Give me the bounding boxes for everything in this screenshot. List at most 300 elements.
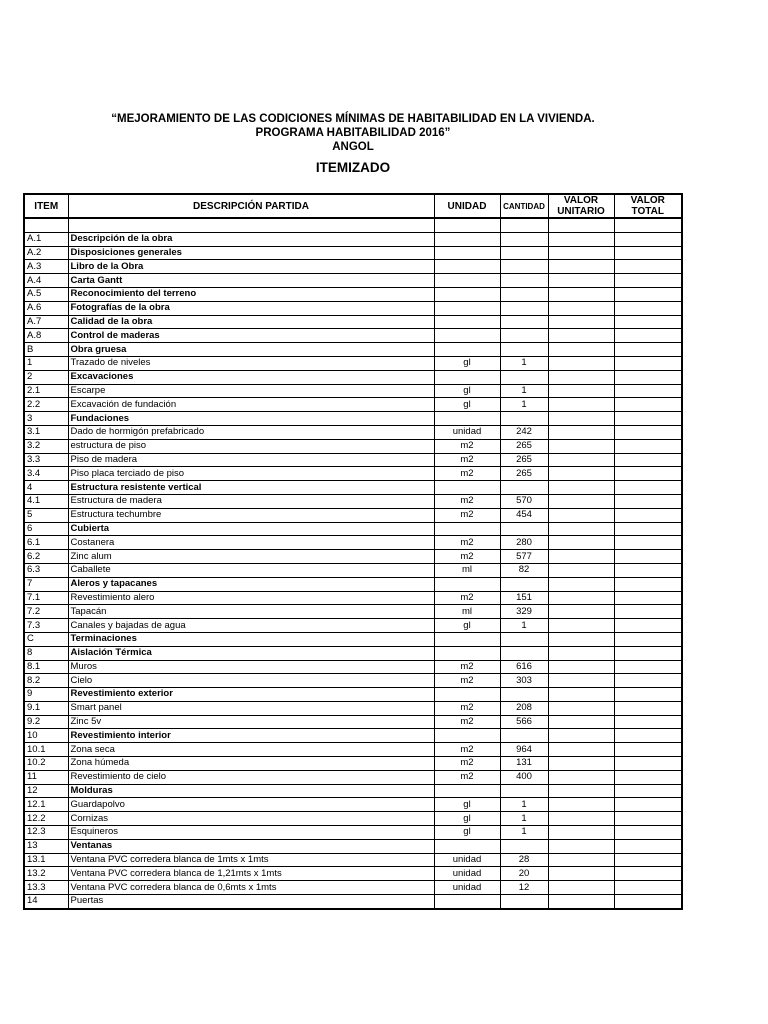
unit-value-cell [548, 384, 614, 398]
table-row [24, 701, 682, 715]
unit-value-cell [548, 412, 614, 426]
description-cell: Piso de madera [68, 453, 434, 467]
table-row [24, 853, 682, 867]
item-cell: B [24, 343, 68, 357]
total-value-cell [614, 384, 682, 398]
quantity-cell [500, 301, 548, 315]
total-value-cell [614, 218, 682, 232]
unit-cell: m2 [434, 701, 500, 715]
total-value-cell [614, 881, 682, 895]
unit-cell: unidad [434, 867, 500, 881]
unit-cell [434, 481, 500, 495]
quantity-cell: 265 [500, 453, 548, 467]
total-value-cell [614, 494, 682, 508]
table-row [24, 232, 682, 246]
item-cell: 7.2 [24, 605, 68, 619]
item-cell: 6.1 [24, 536, 68, 550]
unit-value-cell [548, 591, 614, 605]
total-value-cell [614, 522, 682, 536]
unit-value-cell [548, 232, 614, 246]
total-value-cell [614, 646, 682, 660]
table-row [24, 743, 682, 757]
unit-value-cell [548, 315, 614, 329]
unit-value-cell [548, 246, 614, 260]
item-cell: 13.2 [24, 867, 68, 881]
item-cell: A.5 [24, 287, 68, 301]
unit-cell: gl [434, 384, 500, 398]
total-value-cell [614, 232, 682, 246]
description-cell: Disposiciones generales [68, 246, 434, 260]
total-value-cell [614, 674, 682, 688]
total-value-cell [614, 605, 682, 619]
quantity-cell [500, 729, 548, 743]
column-header-unit: UNIDAD [434, 194, 500, 218]
unit-cell: m2 [434, 660, 500, 674]
description-cell: Revestimiento exterior [68, 688, 434, 702]
unit-value-cell [548, 494, 614, 508]
table-row [24, 481, 682, 495]
table-row [24, 246, 682, 260]
total-value-cell [614, 508, 682, 522]
description-cell: Esquineros [68, 826, 434, 840]
quantity-cell [500, 343, 548, 357]
quantity-cell [500, 287, 548, 301]
description-cell: Molduras [68, 784, 434, 798]
quantity-cell: 303 [500, 674, 548, 688]
unit-cell [434, 329, 500, 343]
quantity-cell: 280 [500, 536, 548, 550]
unit-value-cell [548, 370, 614, 384]
unit-cell [434, 839, 500, 853]
unit-value-cell [548, 660, 614, 674]
item-cell: 7 [24, 577, 68, 591]
description-cell: Puertas [68, 895, 434, 909]
unit-value-cell [548, 343, 614, 357]
total-value-cell [614, 563, 682, 577]
quantity-cell: 616 [500, 660, 548, 674]
item-cell: 2.1 [24, 384, 68, 398]
description-cell: Ventana PVC corredera blanca de 0,6mts x 1mts [68, 881, 434, 895]
quantity-cell: 1 [500, 398, 548, 412]
table-row [24, 398, 682, 412]
quantity-cell [500, 839, 548, 853]
unit-value-cell [548, 770, 614, 784]
item-cell: 13.1 [24, 853, 68, 867]
item-cell: 14 [24, 895, 68, 909]
item-cell: 13.3 [24, 881, 68, 895]
unit-value-cell [548, 329, 614, 343]
unit-value-cell [548, 356, 614, 370]
unit-value-cell [548, 853, 614, 867]
unit-cell [434, 784, 500, 798]
description-cell: Zinc 5v [68, 715, 434, 729]
description-cell: Reconocimiento del terreno [68, 287, 434, 301]
table-row [24, 494, 682, 508]
quantity-cell: 1 [500, 812, 548, 826]
total-value-cell [614, 632, 682, 646]
description-cell: Fotografías de la obra [68, 301, 434, 315]
unit-cell: m2 [434, 536, 500, 550]
total-value-cell [614, 826, 682, 840]
unit-value-cell [548, 674, 614, 688]
item-cell: 4 [24, 481, 68, 495]
table-row [24, 508, 682, 522]
description-cell: Fundaciones [68, 412, 434, 426]
unit-cell [434, 274, 500, 288]
unit-cell [434, 232, 500, 246]
description-cell: Carta Gantt [68, 274, 434, 288]
quantity-cell: 242 [500, 425, 548, 439]
item-cell: C [24, 632, 68, 646]
quantity-cell [500, 646, 548, 660]
total-value-cell [614, 398, 682, 412]
unit-value-cell [548, 715, 614, 729]
quantity-cell: 1 [500, 798, 548, 812]
unit-cell: gl [434, 826, 500, 840]
table-row [24, 412, 682, 426]
unit-value-cell [548, 826, 614, 840]
quantity-cell [500, 688, 548, 702]
project-title-line-2: PROGRAMA HABITABILIDAD 2016” [255, 127, 451, 139]
total-value-cell [614, 439, 682, 453]
description-cell: Obra gruesa [68, 343, 434, 357]
total-value-cell [614, 798, 682, 812]
table-row [24, 563, 682, 577]
item-cell: 7.1 [24, 591, 68, 605]
table-row [24, 798, 682, 812]
total-value-cell [614, 619, 682, 633]
quantity-cell [500, 895, 548, 909]
unit-cell: m2 [434, 439, 500, 453]
total-value-cell [614, 867, 682, 881]
unit-cell [434, 260, 500, 274]
unit-value-cell [548, 563, 614, 577]
item-cell: 8.2 [24, 674, 68, 688]
description-cell: Canales y bajadas de agua [68, 619, 434, 633]
description-cell: Cielo [68, 674, 434, 688]
description-cell: Guardapolvo [68, 798, 434, 812]
total-value-cell [614, 839, 682, 853]
table-row [24, 646, 682, 660]
table-row [24, 287, 682, 301]
quantity-cell: 566 [500, 715, 548, 729]
quantity-cell [500, 329, 548, 343]
description-cell: Zona húmeda [68, 757, 434, 771]
description-cell: Cubierta [68, 522, 434, 536]
description-cell: Ventana PVC corredera blanca de 1,21mts x 1mts [68, 867, 434, 881]
unit-cell [434, 522, 500, 536]
item-cell: A.1 [24, 232, 68, 246]
quantity-cell: 577 [500, 550, 548, 564]
unit-cell: m2 [434, 715, 500, 729]
description-cell: Excavación de fundación [68, 398, 434, 412]
quantity-cell [500, 522, 548, 536]
page-title: ITEMIZADO [315, 160, 391, 175]
quantity-cell: 570 [500, 494, 548, 508]
unit-value-cell [548, 522, 614, 536]
unit-cell: gl [434, 398, 500, 412]
item-cell: 3.3 [24, 453, 68, 467]
unit-cell [434, 577, 500, 591]
unit-value-cell [548, 784, 614, 798]
quantity-cell: 1 [500, 619, 548, 633]
quantity-cell [500, 481, 548, 495]
unit-value-cell [548, 619, 614, 633]
total-value-cell [614, 895, 682, 909]
item-cell: 12.2 [24, 812, 68, 826]
item-cell: 9 [24, 688, 68, 702]
quantity-cell: 964 [500, 743, 548, 757]
unit-value-cell [548, 398, 614, 412]
table-row [24, 260, 682, 274]
quantity-cell: 28 [500, 853, 548, 867]
quantity-cell: 329 [500, 605, 548, 619]
unit-cell [434, 370, 500, 384]
description-cell [68, 218, 434, 232]
unit-cell: m2 [434, 591, 500, 605]
table-row [24, 784, 682, 798]
quantity-cell [500, 370, 548, 384]
quantity-cell: 131 [500, 757, 548, 771]
unit-value-cell [548, 425, 614, 439]
unit-value-cell [548, 688, 614, 702]
unit-value-cell [548, 467, 614, 481]
total-value-cell [614, 370, 682, 384]
table-row [24, 274, 682, 288]
column-header-unit-value: VALOR UNITARIO [548, 194, 614, 218]
unit-value-cell [548, 536, 614, 550]
table-row [24, 688, 682, 702]
item-cell: 8 [24, 646, 68, 660]
total-value-cell [614, 453, 682, 467]
quantity-cell [500, 577, 548, 591]
unit-value-cell [548, 605, 614, 619]
unit-value-cell [548, 701, 614, 715]
quantity-cell: 1 [500, 826, 548, 840]
item-cell: A.7 [24, 315, 68, 329]
total-value-cell [614, 287, 682, 301]
total-value-cell [614, 467, 682, 481]
table-row [24, 370, 682, 384]
unit-value-cell [548, 481, 614, 495]
total-value-cell [614, 412, 682, 426]
quantity-cell [500, 274, 548, 288]
table-row [24, 315, 682, 329]
total-value-cell [614, 481, 682, 495]
item-cell: A.8 [24, 329, 68, 343]
unit-cell: m2 [434, 743, 500, 757]
unit-cell: m2 [434, 550, 500, 564]
item-cell: 10.1 [24, 743, 68, 757]
description-cell: Calidad de la obra [68, 315, 434, 329]
table-row [24, 218, 682, 232]
unit-cell [434, 343, 500, 357]
unit-cell [434, 218, 500, 232]
quantity-cell: 12 [500, 881, 548, 895]
unit-value-cell [548, 867, 614, 881]
quantity-cell: 400 [500, 770, 548, 784]
item-cell: 11 [24, 770, 68, 784]
table-row [24, 839, 682, 853]
unit-cell [434, 646, 500, 660]
total-value-cell [614, 356, 682, 370]
item-cell: A.6 [24, 301, 68, 315]
description-cell: Cornizas [68, 812, 434, 826]
total-value-cell [614, 757, 682, 771]
total-value-cell [614, 425, 682, 439]
total-value-cell [614, 784, 682, 798]
description-cell: Estructura de madera [68, 494, 434, 508]
table-row [24, 867, 682, 881]
total-value-cell [614, 577, 682, 591]
unit-cell [434, 246, 500, 260]
unit-value-cell [548, 274, 614, 288]
table-row [24, 536, 682, 550]
description-cell: Tapacán [68, 605, 434, 619]
table-header-row [24, 194, 682, 218]
item-cell: 3 [24, 412, 68, 426]
project-title-line-1: “MEJORAMIENTO DE LAS CODICIONES MÍNIMAS DE HABITABILIDAD EN LA VIVIENDA. [111, 113, 595, 125]
project-location: ANGOL [332, 141, 374, 153]
table-row [24, 632, 682, 646]
total-value-cell [614, 343, 682, 357]
document-header [0, 112, 706, 175]
item-cell: A.3 [24, 260, 68, 274]
total-value-cell [614, 329, 682, 343]
unit-cell: ml [434, 605, 500, 619]
itemized-table [23, 193, 683, 910]
table-row [24, 812, 682, 826]
unit-value-cell [548, 646, 614, 660]
table-row [24, 356, 682, 370]
unit-cell: m2 [434, 494, 500, 508]
unit-cell [434, 315, 500, 329]
table-row [24, 343, 682, 357]
unit-cell: m2 [434, 757, 500, 771]
table-row [24, 467, 682, 481]
table-row [24, 577, 682, 591]
unit-cell: ml [434, 563, 500, 577]
description-cell: Trazado de niveles [68, 356, 434, 370]
description-cell: Zinc alum [68, 550, 434, 564]
description-cell: Estructura resistente vertical [68, 481, 434, 495]
item-cell: 8.1 [24, 660, 68, 674]
description-cell: Excavaciones [68, 370, 434, 384]
unit-cell [434, 729, 500, 743]
unit-cell [434, 412, 500, 426]
table-row [24, 605, 682, 619]
item-cell [24, 218, 68, 232]
quantity-cell [500, 315, 548, 329]
total-value-cell [614, 660, 682, 674]
description-cell: Aleros y tapacanes [68, 577, 434, 591]
description-cell: Costanera [68, 536, 434, 550]
table-row [24, 384, 682, 398]
unit-cell: unidad [434, 881, 500, 895]
unit-value-cell [548, 798, 614, 812]
quantity-cell [500, 632, 548, 646]
total-value-cell [614, 812, 682, 826]
total-value-cell [614, 301, 682, 315]
description-cell: Escarpe [68, 384, 434, 398]
description-cell: Revestimiento interior [68, 729, 434, 743]
description-cell: Dado de hormigón prefabricado [68, 425, 434, 439]
description-cell: Piso placa terciado de piso [68, 467, 434, 481]
unit-value-cell [548, 508, 614, 522]
table-row [24, 453, 682, 467]
total-value-cell [614, 536, 682, 550]
unit-cell: m2 [434, 467, 500, 481]
item-cell: 9.1 [24, 701, 68, 715]
description-cell: Ventana PVC corredera blanca de 1mts x 1mts [68, 853, 434, 867]
table-row [24, 715, 682, 729]
description-cell: Aislación Térmica [68, 646, 434, 660]
item-cell: 2.2 [24, 398, 68, 412]
description-cell: Descripción de la obra [68, 232, 434, 246]
column-header-description: DESCRIPCIÓN PARTIDA [68, 194, 434, 218]
description-cell: estructura de piso [68, 439, 434, 453]
unit-value-cell [548, 632, 614, 646]
unit-cell [434, 895, 500, 909]
quantity-cell: 265 [500, 439, 548, 453]
item-cell: 3.1 [24, 425, 68, 439]
table-row [24, 660, 682, 674]
description-cell: Revestimiento de cielo [68, 770, 434, 784]
column-header-item: ITEM [24, 194, 68, 218]
description-cell: Control de maderas [68, 329, 434, 343]
total-value-cell [614, 550, 682, 564]
table-row [24, 301, 682, 315]
unit-cell: unidad [434, 425, 500, 439]
unit-cell: m2 [434, 453, 500, 467]
unit-cell: gl [434, 356, 500, 370]
total-value-cell [614, 315, 682, 329]
item-cell: 7.3 [24, 619, 68, 633]
table-row [24, 757, 682, 771]
column-header-quantity: CANTIDAD [500, 194, 548, 218]
table-row [24, 729, 682, 743]
column-header-total-value: VALOR TOTAL [614, 194, 682, 218]
unit-value-cell [548, 260, 614, 274]
item-cell: 12 [24, 784, 68, 798]
table-row [24, 674, 682, 688]
item-cell: 12.1 [24, 798, 68, 812]
unit-value-cell [548, 743, 614, 757]
unit-value-cell [548, 895, 614, 909]
quantity-cell: 265 [500, 467, 548, 481]
item-cell: 1 [24, 356, 68, 370]
item-cell: A.2 [24, 246, 68, 260]
table-row [24, 522, 682, 536]
unit-cell: m2 [434, 674, 500, 688]
unit-value-cell [548, 757, 614, 771]
unit-cell: gl [434, 798, 500, 812]
quantity-cell: 1 [500, 356, 548, 370]
total-value-cell [614, 743, 682, 757]
description-cell: Ventanas [68, 839, 434, 853]
item-cell: 6.2 [24, 550, 68, 564]
table-row [24, 895, 682, 909]
unit-cell [434, 632, 500, 646]
quantity-cell: 151 [500, 591, 548, 605]
description-cell: Libro de la Obra [68, 260, 434, 274]
table-body [24, 218, 682, 909]
quantity-cell: 454 [500, 508, 548, 522]
unit-value-cell [548, 577, 614, 591]
unit-value-cell [548, 453, 614, 467]
unit-value-cell [548, 287, 614, 301]
quantity-cell [500, 232, 548, 246]
